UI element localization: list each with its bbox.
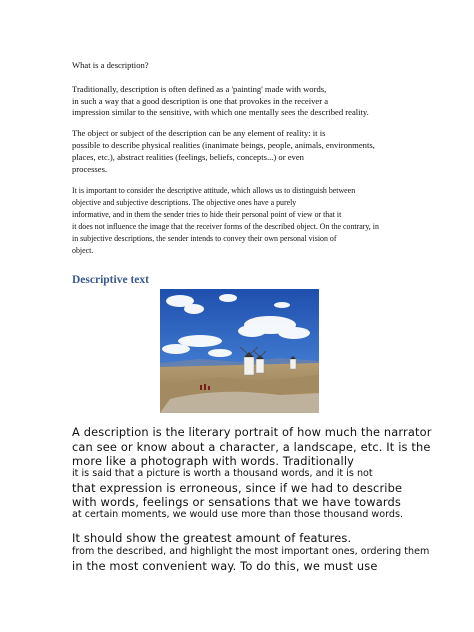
- paragraph-line: can see or know about a character, a landscape, etc. It is the: [72, 440, 431, 454]
- paragraph-line: The object or subject of the description can be any element of reality: it is: [72, 128, 326, 138]
- paragraph-line: Traditionally, description is often defined as a 'painting' made with words,: [72, 84, 327, 94]
- paragraph-line: in such a way that a good description is one that provokes in the receiver a: [72, 96, 329, 106]
- section-heading: Descriptive text: [72, 274, 149, 286]
- paragraph-line: object.: [72, 246, 94, 255]
- paragraph-line: It should show the greatest amount of features.: [72, 531, 352, 545]
- paragraph-line: that expression is erroneous, since if we had to describe: [72, 481, 403, 495]
- paragraph-line: places, etc.), abstract realities (feelings, beliefs, concepts...) or even: [72, 152, 304, 162]
- paragraph-line: in the most convenient way. To do this, we must use: [72, 559, 378, 573]
- paragraph-line: from the described, and highlight the most important ones, ordering them: [72, 546, 430, 557]
- paragraph-line: at certain moments, we would use more than those thousand words.: [72, 509, 404, 520]
- paragraph-line: objective and subjective descriptions. The objective ones have a purely: [72, 198, 297, 207]
- document-title: What is a description?: [72, 60, 149, 70]
- paragraph-line: it does not influence the image that the receiver forms of the described object. On the contrary, in: [72, 222, 379, 231]
- paragraph-line: informative, and in them the sender tries to hide their personal point of view or that it: [72, 210, 342, 219]
- paragraph-line: it is said that a picture is worth a thousand words, and it is not: [72, 468, 373, 479]
- paragraph-line: more like a photograph with words. Traditionally: [72, 454, 355, 468]
- paragraph-line: impression similar to the sensitive, with which one mentally sees the described reality.: [72, 107, 369, 117]
- paragraph-line: possible to describe physical realities (inanimate beings, people, animals, environments,: [72, 140, 375, 150]
- paragraph-line: with words, feelings or sensations that we have towards: [72, 495, 401, 509]
- landscape-windmills-photo: [160, 289, 319, 413]
- paragraph-line: It is important to consider the descriptive attitude, which allows us to distinguish between: [72, 186, 356, 195]
- paragraph-line: processes.: [72, 164, 108, 174]
- paragraph-line: in subjective descriptions, the sender intends to convey their own personal vision of: [72, 234, 337, 243]
- paragraph-line: A description is the literary portrait of how much the narrator: [72, 425, 432, 439]
